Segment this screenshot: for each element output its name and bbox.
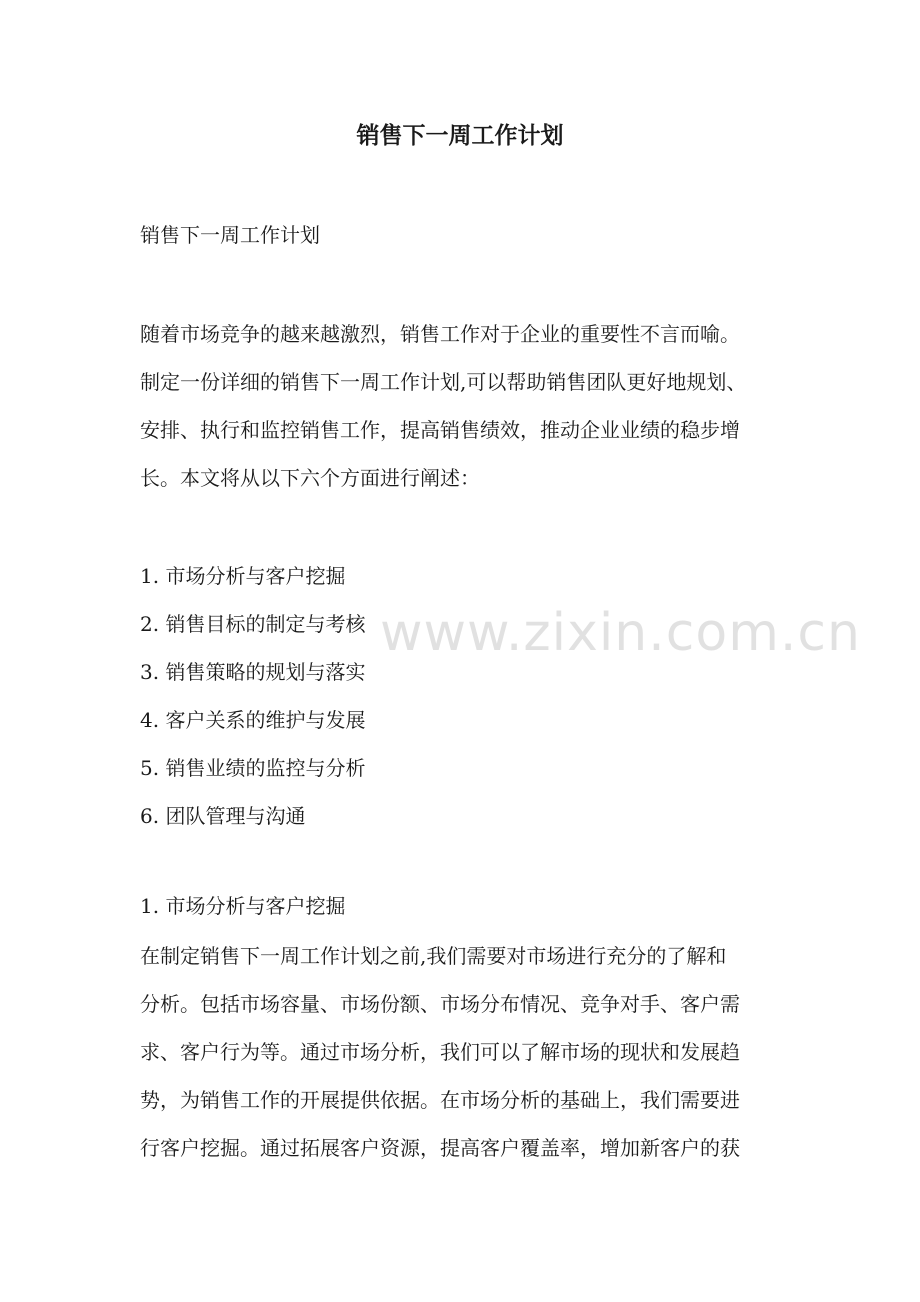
- section-line: 势，为销售工作的开展提供依据。在市场分析的基础上，我们需要进: [140, 1088, 740, 1112]
- watermark: www.zixin.com.cn: [380, 603, 861, 663]
- intro-line: 随着市场竞争的越来越激烈，销售工作对于企业的重要性不言而喻。: [140, 322, 740, 346]
- document-title: 销售下一周工作计划: [356, 122, 564, 149]
- intro-paragraph: [140, 310, 800, 502]
- section-line: 在制定销售下一周工作计划之前,我们需要对市场进行充分的了解和: [140, 944, 727, 968]
- section-heading: 1. 市场分析与客户挖掘: [140, 894, 346, 918]
- intro-line: 制定一份详细的销售下一周工作计划,可以帮助销售团队更好地规划、: [140, 370, 747, 394]
- outline-list: [140, 552, 800, 840]
- section-line: 行客户挖掘。通过拓展客户资源，提高客户覆盖率，增加新客户的获: [140, 1136, 740, 1160]
- document-subtitle: 销售下一周工作计划: [140, 223, 320, 247]
- intro-line: 安排、执行和监控销售工作，提高销售绩效，推动企业业绩的稳步增: [140, 418, 740, 442]
- intro-line: 长。本文将从以下六个方面进行阐述：: [140, 466, 480, 490]
- outline-item: 2. 销售目标的制定与考核: [140, 612, 366, 636]
- outline-item: 4. 客户关系的维护与发展: [140, 708, 366, 732]
- section-body: [140, 932, 800, 1172]
- section-line: 分析。包括市场容量、市场份额、市场分布情况、竞争对手、客户需: [140, 992, 740, 1016]
- outline-item: 3. 销售策略的规划与落实: [140, 660, 366, 684]
- outline-item: 1. 市场分析与客户挖掘: [140, 564, 346, 588]
- outline-item: 6. 团队管理与沟通: [140, 804, 306, 828]
- outline-item: 5. 销售业绩的监控与分析: [140, 756, 366, 780]
- section-line: 求、客户行为等。通过市场分析，我们可以了解市场的现状和发展趋: [140, 1040, 740, 1064]
